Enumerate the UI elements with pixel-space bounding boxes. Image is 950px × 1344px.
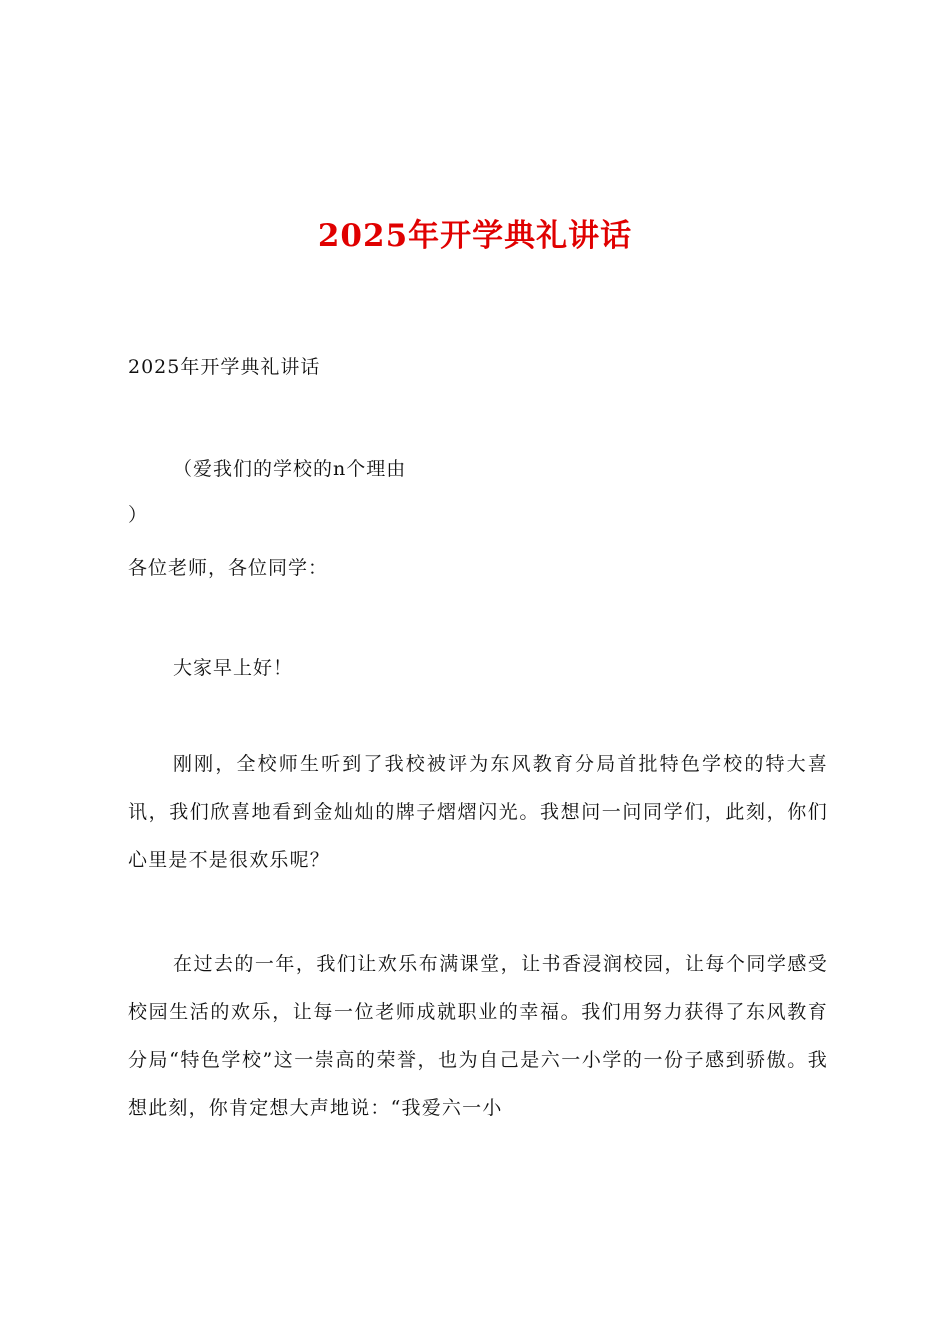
theme-close: ） (128, 504, 149, 526)
theme-line: （爱我们的学校的n个理由 (173, 458, 407, 480)
document-title: 2025年开学典礼讲话 (317, 218, 633, 254)
greeting: 大家早上好！ (173, 657, 294, 679)
paragraph-2: 在过去的一年，我们让欢乐布满课堂，让书香浸润校园，让每个同学感受校园生活的欢乐，让每一位老师成就职业的幸福。我们用努力获得了东风教育分局“特色学校”这一崇高的荣誉，也为自己是六一小学的一份子感到骄傲。我想此刻，你肯定想大声地说：“我爱六一小 (128, 953, 828, 1119)
paragraph-1: 刚刚，全校师生听到了我校被评为东风教育分局首批特色学校的特大喜讯，我们欣喜地看到金灿灿的牌子熠熠闪光。我想问一问同学们，此刻，你们心里是不是很欢乐呢？ (128, 753, 828, 871)
document-subtitle: 2025年开学典礼讲话 (128, 356, 321, 378)
salutation: 各位老师，各位同学： (128, 557, 329, 579)
